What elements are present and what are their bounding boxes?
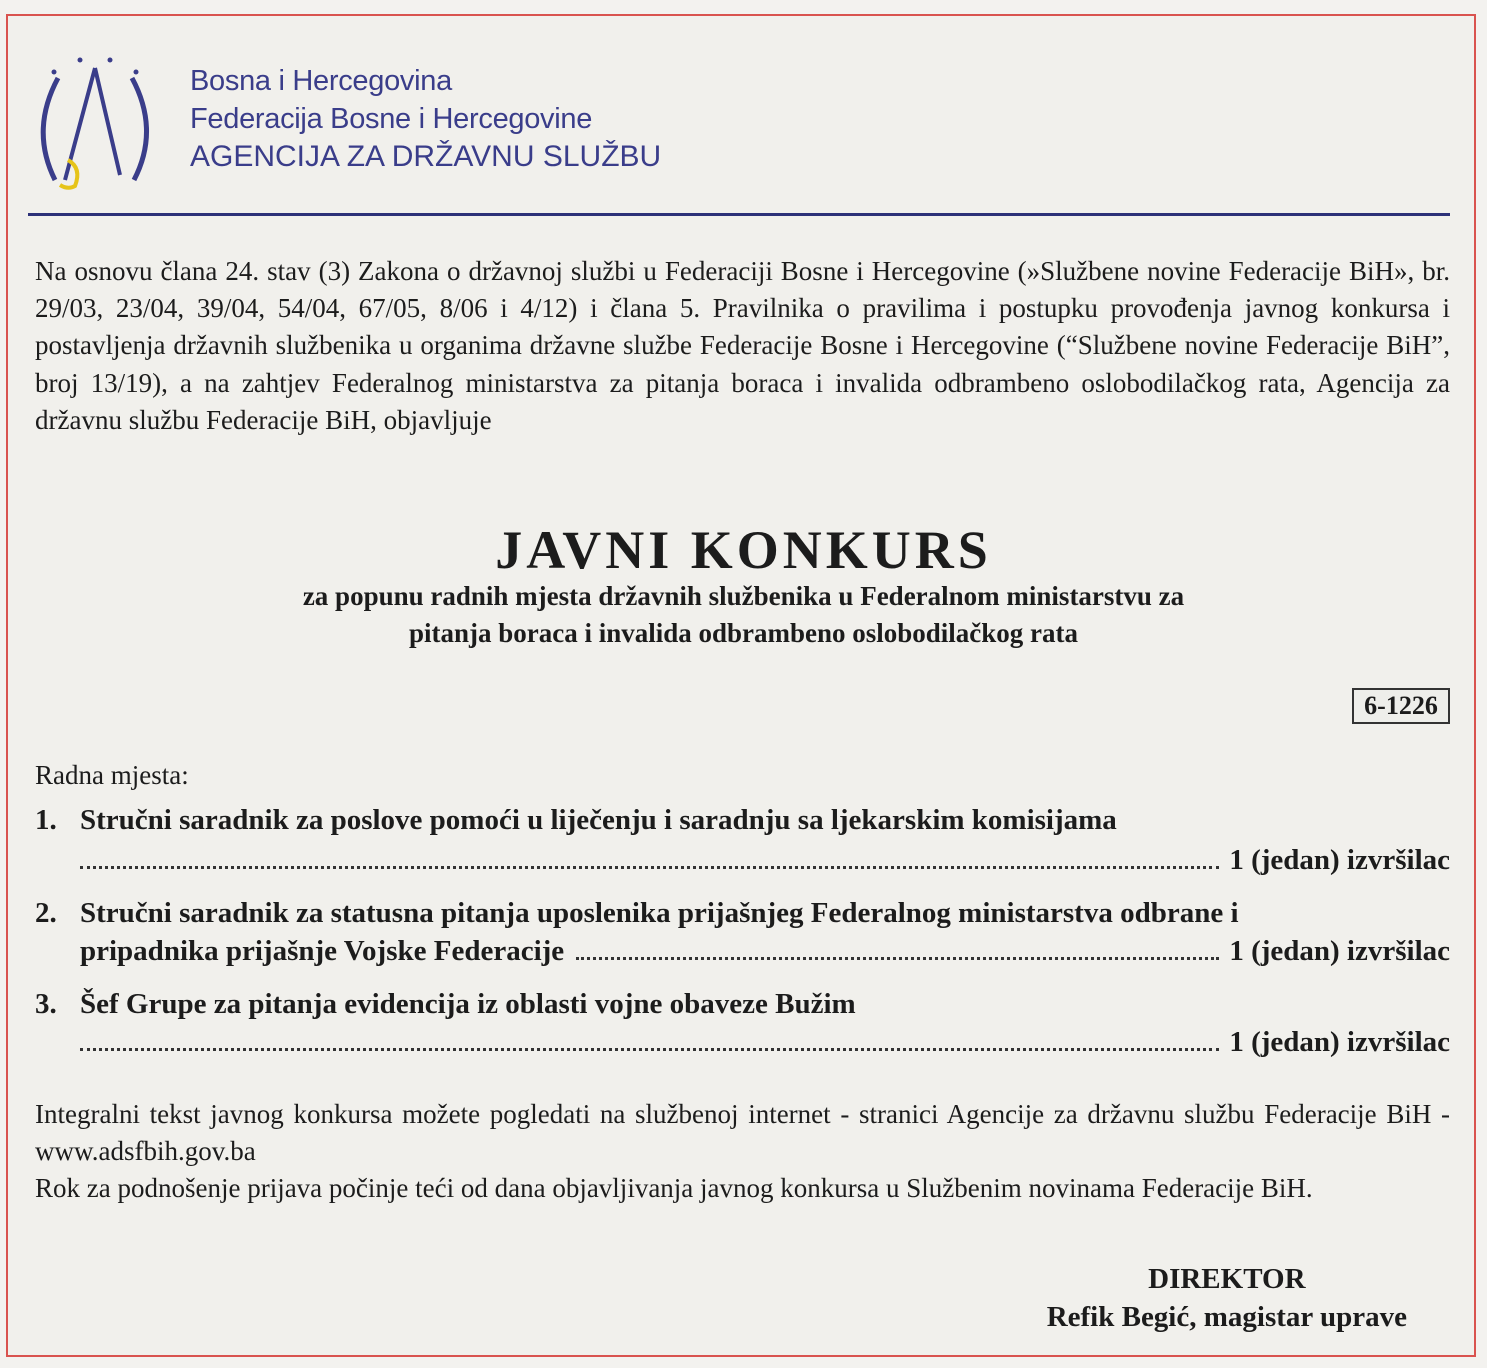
agency-logo [20,40,170,205]
notes [35,1096,1450,1207]
dot-leader [80,840,1219,869]
country-name: Bosna i Hercegovina [190,65,452,97]
header-divider [28,213,1450,216]
job-count: 1 (jedan) izvršilac [1229,1026,1450,1058]
job-number: 2. [35,897,57,929]
job-title: Stručni saradnik za statusna pitanja uposlenika prijašnjeg Federalnog ministarstva odbrane i [80,897,1239,929]
job-title: Šef Grupe za pitanja evidencija iz oblasti vojne obaveze Bužim [80,988,856,1020]
jobs-label: Radna mjesta: [35,760,189,790]
note-deadline: Rok za podnošenje prijava počinje teći od dana objavljivanja javnog konkursa u Službenim novinama Federacije BiH. [35,1173,1313,1203]
job-count-line [80,1022,1450,1062]
dot-leader [80,1022,1219,1051]
agency-name: AGENCIJA ZA DRŽAVNU SLUŽBU [190,140,662,173]
job-count-line [80,840,1450,880]
job-count-line [80,931,1450,971]
note-website: Integralni tekst javnog konkursa možete pogledati na službenoj internet - stranici Agencije za državnu službu Federacije BiH - www.adsfbih.gov.ba [35,1099,1450,1166]
job-item [35,800,1450,880]
subtitle-line-1: za popunu radnih mjesta državnih službenika u Federalnom ministarstvu za [302,581,1185,611]
federation-name: Federacija Bosne i Hercegovine [190,103,593,135]
job-count: 1 (jedan) izvršilac [1229,935,1450,967]
job-count: 1 (jedan) izvršilac [1229,844,1450,876]
organization-names [190,62,661,176]
job-number: 1. [35,804,57,836]
dot-leader [576,931,1219,960]
signature-name: Refik Begić, magistar uprave [1046,1301,1407,1333]
job-item [35,984,1450,1064]
signature-block [1047,1260,1407,1336]
signature-role: DIREKTOR [1148,1263,1306,1295]
job-number: 3. [35,988,57,1020]
job-item [35,893,1450,973]
publication-code: 6-1226 [1352,688,1450,724]
page-subtitle [0,578,1487,652]
job-title-continued: pripadnika prijašnje Vojske Federacije [80,935,565,967]
header [20,40,1460,215]
intro-paragraph: Na osnovu člana 24. stav (3) Zakona o državnoj službi u Federaciji Bosne i Hercegovine (»Službene novine Federacije BiH», br. 29/03, 23/04, 39/04, 54/04, 67/05, 8/06 i 4/12) i člana 5. Pravilnika o pravilima i postupku provođenja javnog konkursa i postavljenja državnih službenika u organima državne službe Federacije Bosne i Hercegovine (“Službene novine Federacije BiH”, broj 13/19), a na zahtjev Federalnog ministarstva za pitanja boraca i invalida odbrambeno oslobodilačkog rata, Agencija za državnu službu Federacije BiH, objavljuje [35,256,1450,435]
job-title: Stručni saradnik za poslove pomoći u liječenju i saradnju sa ljekarskim komisijama [80,804,1117,836]
page-title: JAVNI KONKURS [495,520,992,580]
subtitle-line-2: pitanja boraca i invalida odbrambeno oslobodilačkog rata [408,618,1079,648]
